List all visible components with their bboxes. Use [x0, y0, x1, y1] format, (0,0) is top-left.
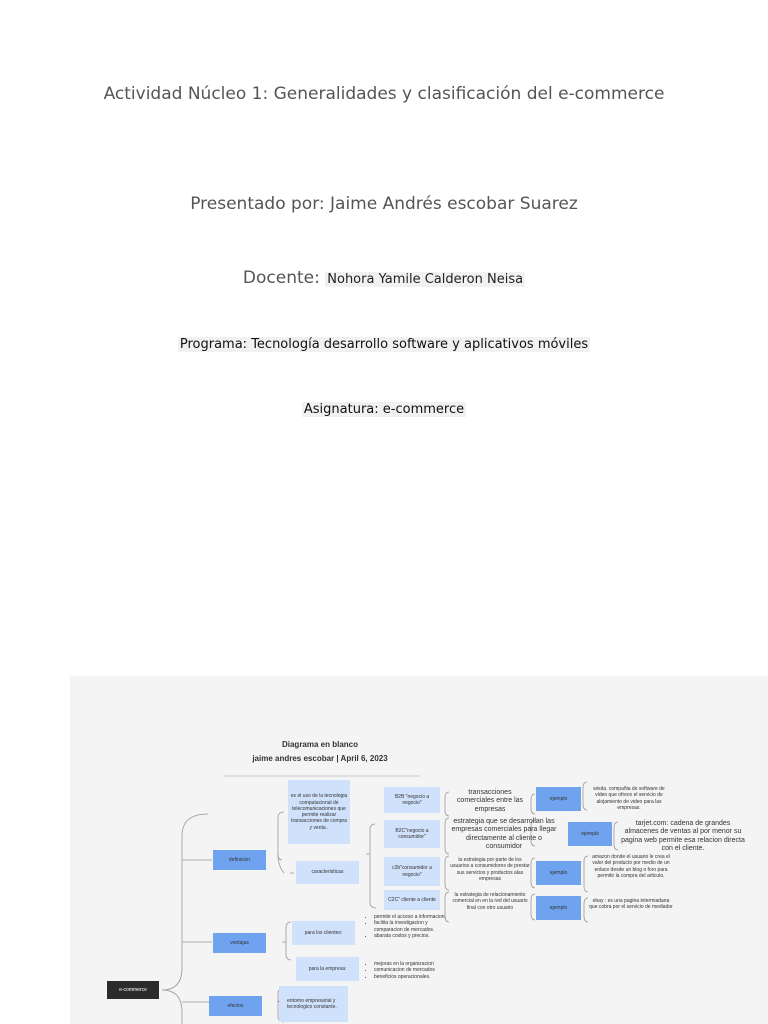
node-ejemplo-c2c [536, 896, 581, 920]
ejemplo-c2b-label: ejemplo [549, 869, 568, 876]
node-para-empresa [296, 957, 359, 981]
c2c-label: C2C" cliente a cliente [388, 896, 436, 903]
empresa-list [368, 961, 458, 980]
para-empresa-label: para la empresa: [308, 965, 347, 972]
clientes-list [368, 914, 452, 939]
node-ejemplo-c2b [536, 861, 581, 885]
teacher-line [0, 268, 768, 288]
mind-map-diagram [70, 676, 768, 1024]
node-efectos-items [279, 986, 348, 1022]
ejemplo-b2c-label: ejemplo [581, 830, 599, 837]
node-c2b [384, 857, 440, 886]
program-line [0, 337, 768, 352]
list-item: • permite el acceso a informacion. [374, 914, 452, 920]
ejemplo-b2b-label: ejemplo [549, 795, 568, 802]
node-root [107, 981, 159, 999]
node-caracteristicas [296, 861, 359, 884]
program-text: Programa: Tecnología desarrollo software y aplicativos móviles [179, 337, 589, 352]
node-definicion-label: definicion [228, 856, 251, 863]
b2b-description: transacciones comerciales entre las empresas [456, 789, 524, 813]
node-efectos [209, 996, 262, 1016]
node-ventajas-label: ventajas [230, 939, 249, 946]
teacher-label: Docente: [242, 268, 320, 288]
para-clientes-label: para los clientes: [304, 929, 343, 936]
diagram-title: Diagrama en blanco [281, 740, 359, 749]
list-item: • mejoras en la organizacion [374, 961, 458, 967]
c2b-description: la estrategia por parte de los usuarios a consumidores de prestar sus servicios y productos alas empresas [450, 857, 530, 882]
document-title: Actividad Núcleo 1: Generalidades y clasificación del e-commerce [103, 84, 665, 104]
example-c2b-text: amazon donde el usuario le crea el valor del producto por medio de un enlace desde un blog o foro para permitir la compra del articulo. [592, 854, 670, 879]
list-item: • entorno empresarial y tecnologico constante. [287, 998, 346, 1011]
node-definicion [213, 850, 266, 870]
b2b-label: B2B "negocio a negocio" [394, 793, 430, 806]
node-definicion-text [288, 780, 350, 844]
node-c2c [384, 890, 440, 910]
example-c2c-text: ebay : es una pagina intermiadana que cobra por el servicio de mediador [589, 898, 673, 911]
list-item: • abarata costos y precios. [374, 933, 452, 939]
node-ejemplo-b2b [536, 787, 581, 811]
list-item: • facilita la investigacion y comparacion de mercados. [374, 920, 452, 933]
b2c-description: estrategia que se desarrollan las empresas comerciales para llegar directamente al cliente o consumidor [451, 818, 557, 851]
node-root-label: e-commerce [119, 986, 147, 993]
list-item: • beneficios operacionales. [374, 974, 458, 980]
author-line: Presentado por: Jaime Andrés escobar Suarez [190, 194, 578, 214]
node-para-clientes [292, 921, 355, 945]
ejemplo-c2c-label: ejemplo [549, 904, 568, 911]
subject-line [0, 402, 768, 417]
node-efectos-label: efectos [227, 1002, 244, 1009]
node-ejemplo-b2c [568, 822, 612, 846]
diagram-subtitle: jaime andres escobar | April 6, 2023 [252, 754, 388, 763]
subject-text: Asignatura: e-commerce [303, 402, 465, 417]
teacher-name: Nohora Yamile Calderon Neisa [327, 272, 524, 287]
node-ventajas [213, 933, 266, 953]
c2b-label: c2b"consumidor a negocio" [392, 865, 432, 878]
c2c-description: la estrategia de relacionamiento comercial en en la red del usuario final con otro usuario [452, 892, 528, 911]
caracteristicas-label: caracteristicas [311, 869, 344, 876]
example-b2c-text: tarjet.com: cadena de grandes almacenes de ventas al por menor su pagina web permite esa relacion directa con el cliente. [621, 820, 745, 853]
node-b2b [384, 787, 440, 813]
node-b2c [384, 820, 440, 848]
list-item: • comunicacion de mercados [374, 967, 458, 973]
example-b2b-text: wixda. compañia de software de video que ofrece el servicio de alojamiento de video para las empresas. [593, 786, 665, 811]
definicion-text: es el uso de la tecnologia computacional de telecomunicaciones que permite realizar transacciones de compra y venta . [290, 793, 348, 831]
b2c-label: B2C"negocio a consumidor" [395, 827, 429, 840]
